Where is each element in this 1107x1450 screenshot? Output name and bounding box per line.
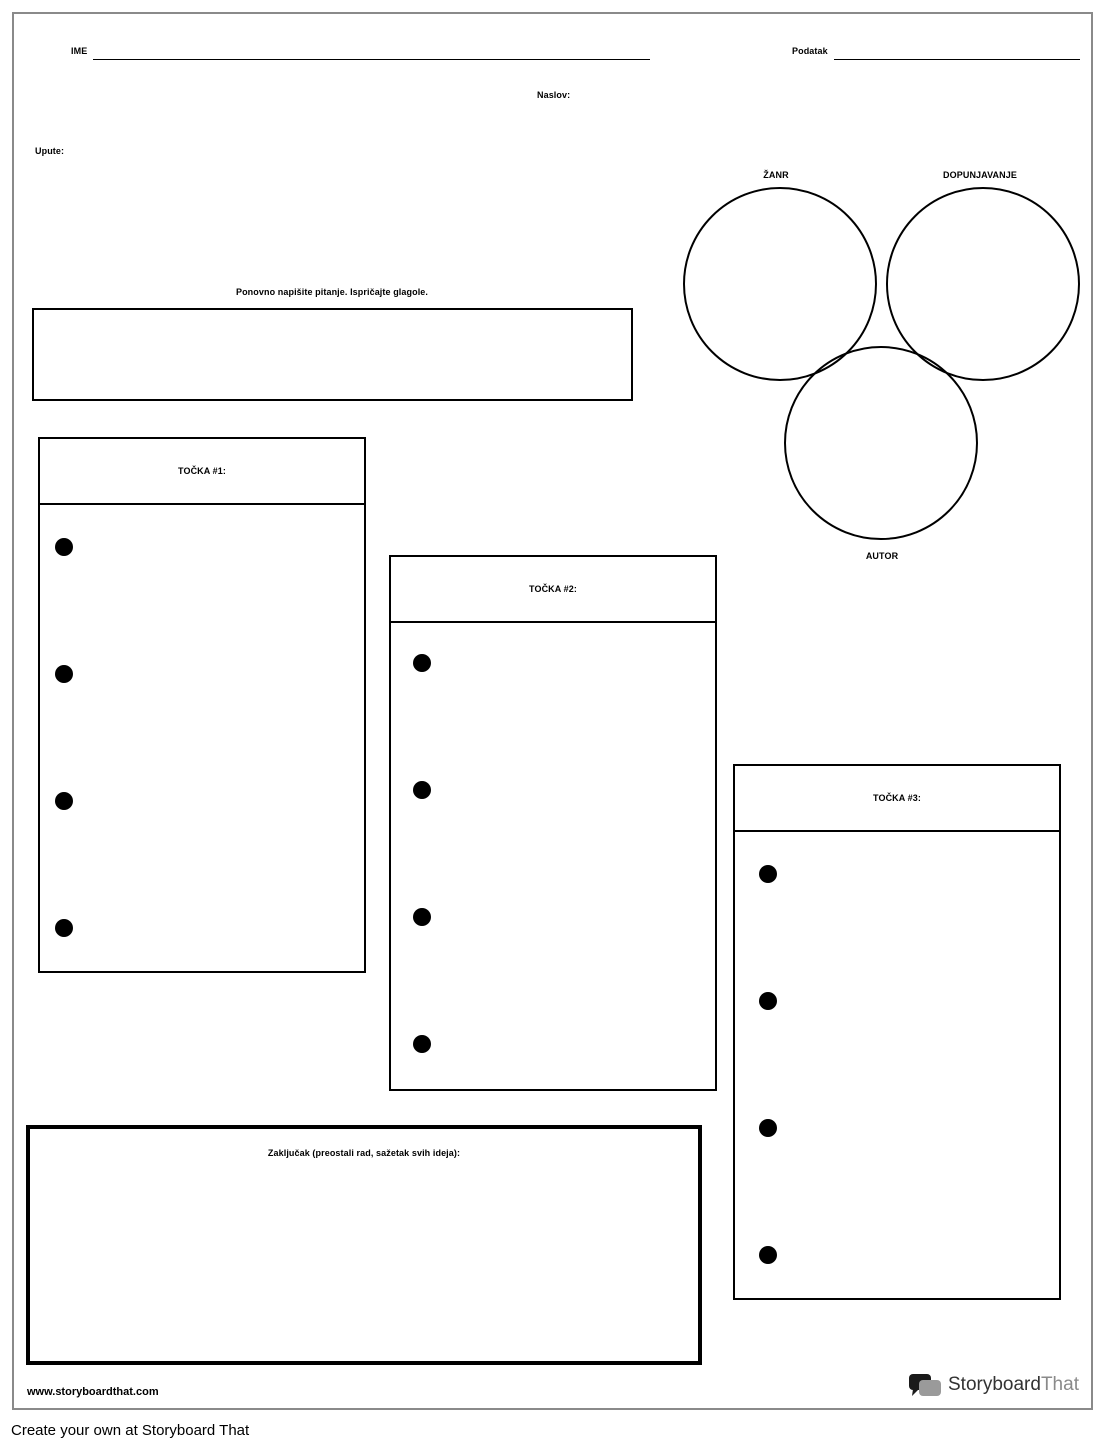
bullet-point-2-3[interactable] — [413, 908, 431, 926]
date-label: Podatak — [792, 46, 828, 56]
logo-text-bold: Storyboard — [948, 1374, 1041, 1395]
bullet-point-3-1[interactable] — [759, 865, 777, 883]
venn-circle-extra[interactable] — [887, 188, 1079, 380]
bullet-point-1-2[interactable] — [55, 665, 73, 683]
storyboardthat-logo[interactable] — [908, 1372, 1079, 1398]
venn-author-label: AUTOR — [865, 551, 899, 561]
name-input-line[interactable] — [93, 59, 650, 60]
venn-circle-author[interactable] — [785, 347, 977, 539]
venn-diagram — [676, 180, 1088, 552]
logo-text — [948, 1374, 1079, 1396]
point-3-title: TOČKA #3: — [873, 793, 921, 803]
venn-circle-genre[interactable] — [684, 188, 876, 380]
footer-url[interactable]: www.storyboardthat.com — [27, 1386, 159, 1398]
point-card-3 — [733, 764, 1061, 1300]
point-card-2-header — [391, 557, 715, 623]
point-card-1-header — [40, 439, 364, 505]
date-input-line[interactable] — [834, 59, 1080, 60]
instructions-label: Upute: — [35, 146, 65, 156]
point-1-title: TOČKA #1: — [178, 466, 226, 476]
bullet-point-2-4[interactable] — [413, 1035, 431, 1053]
conclusion-box[interactable] — [26, 1125, 702, 1365]
question-box[interactable] — [32, 308, 633, 401]
bullet-point-3-2[interactable] — [759, 992, 777, 1010]
conclusion-label: Zaključak (preostali rad, sažetak svih ideja): — [267, 1148, 461, 1158]
point-card-3-header — [735, 766, 1059, 832]
venn-genre-label: ŽANR — [763, 170, 789, 180]
bullet-point-1-1[interactable] — [55, 538, 73, 556]
bullet-point-3-3[interactable] — [759, 1119, 777, 1137]
logo-text-light: That — [1040, 1374, 1079, 1395]
bullet-point-1-3[interactable] — [55, 792, 73, 810]
credit-text[interactable]: Create your own at Storyboard That — [11, 1422, 250, 1439]
point-card-2 — [389, 555, 717, 1091]
point-2-title: TOČKA #2: — [529, 584, 577, 594]
name-label: IME — [71, 46, 88, 56]
speech-bubbles-icon — [908, 1372, 942, 1398]
title-label: Naslov: — [537, 90, 571, 100]
bullet-point-1-4[interactable] — [55, 919, 73, 937]
point-card-1 — [38, 437, 366, 973]
question-label: Ponovno napišite pitanje. Ispričajte glagole. — [235, 287, 429, 297]
bullet-point-2-2[interactable] — [413, 781, 431, 799]
bullet-point-2-1[interactable] — [413, 654, 431, 672]
venn-extra-label: DOPUNJAVANJE — [943, 170, 1017, 180]
bullet-point-3-4[interactable] — [759, 1246, 777, 1264]
